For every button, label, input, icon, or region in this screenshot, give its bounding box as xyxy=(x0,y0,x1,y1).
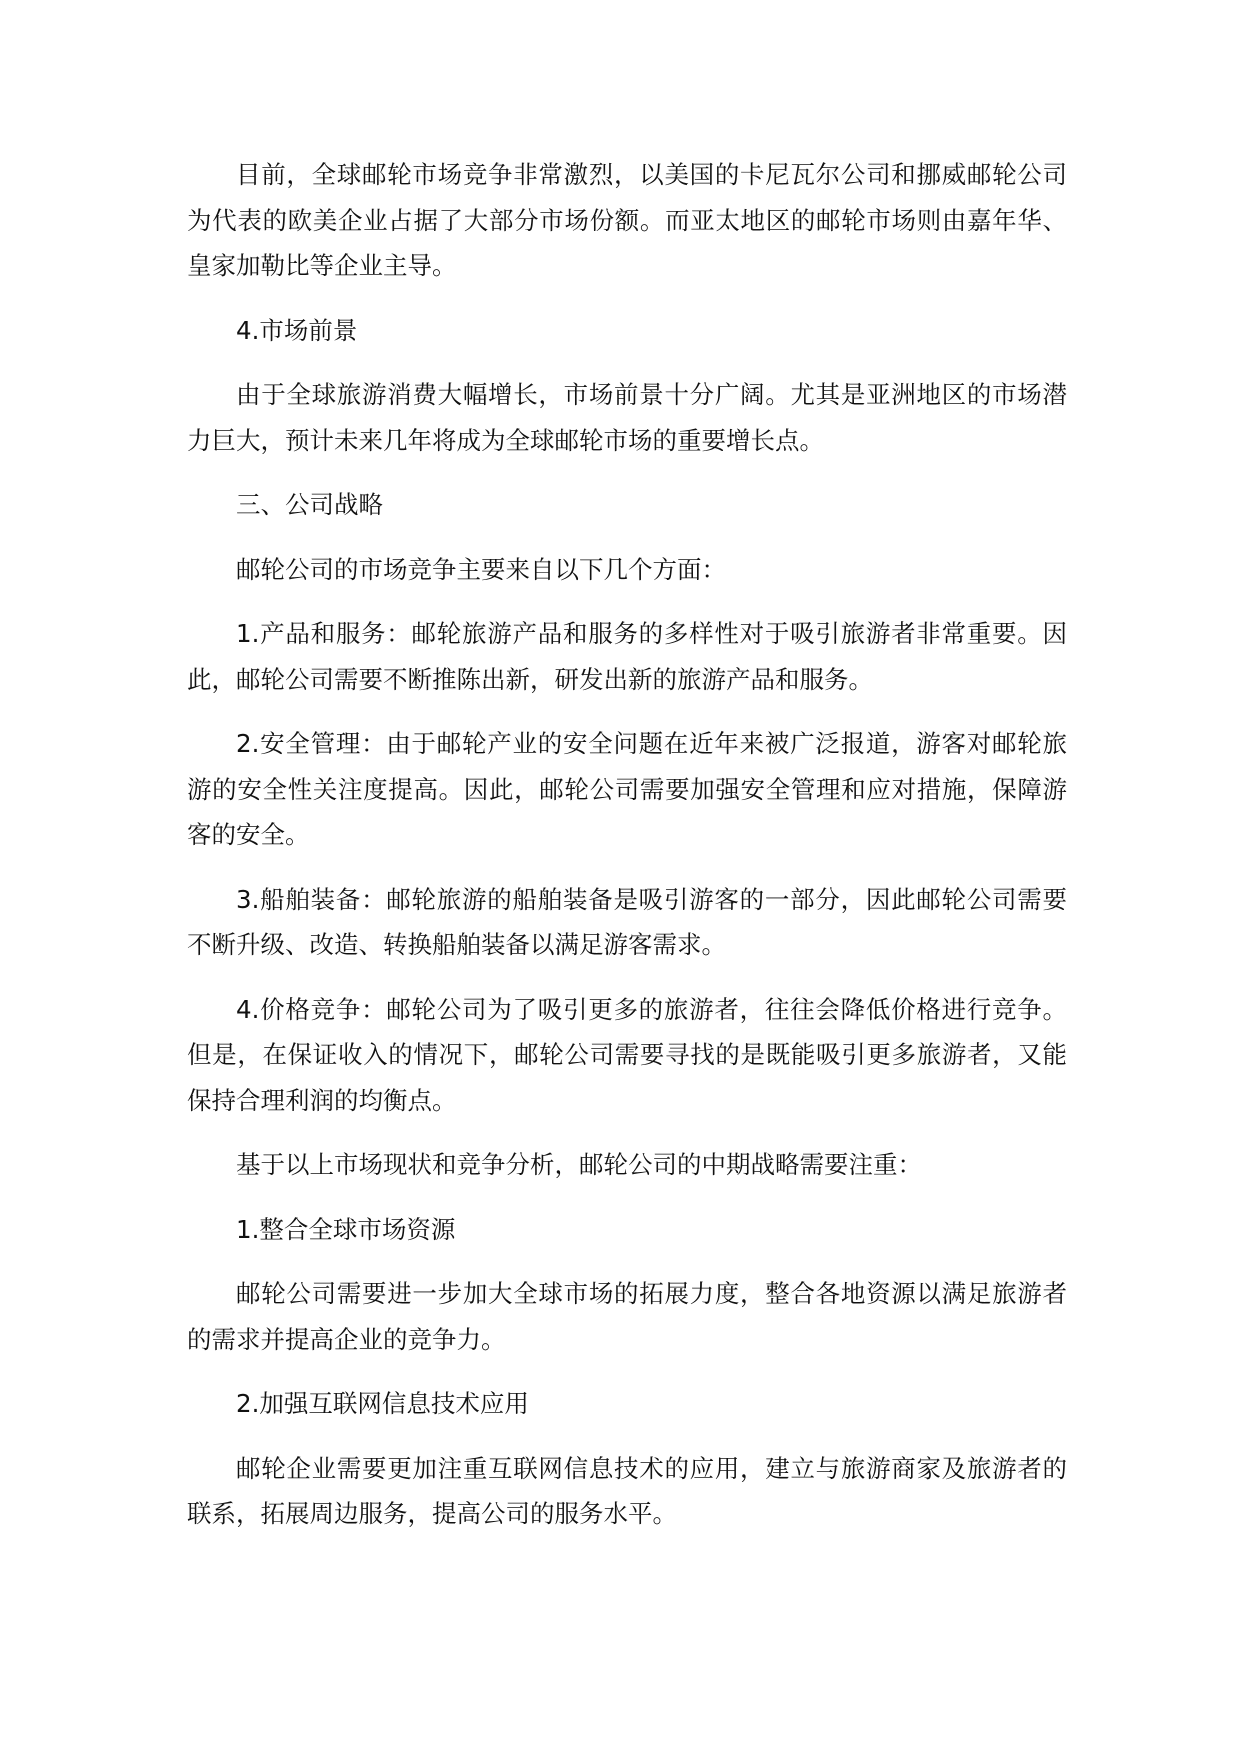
heading-market-outlook: 4.市场前景 xyxy=(236,315,358,345)
paragraph-market-outlook: 由于全球旅游消费大幅增长，市场前景十分广阔。尤其是亚洲地区的市场潜力巨大，预计未来几年将成为全球邮轮市场的重要增长点。 xyxy=(187,380,1067,455)
paragraph-safety-management: 2.安全管理：由于邮轮产业的安全问题在近年来被广泛报道，游客对邮轮旅游的安全性关注度提高。因此，邮轮公司需要加强安全管理和应对措施，保障游客的安全。 xyxy=(187,729,1067,849)
paragraph-internet-technology: 邮轮企业需要更加注重互联网信息技术的应用，建立与旅游商家及旅游者的联系，拓展周边服务，提高公司的服务水平。 xyxy=(187,1453,1067,1528)
paragraph-ship-equipment: 3.船舶装备：邮轮旅游的船舶装备是吸引游客的一部分，因此邮轮公司需要不断升级、改造、转换船舶装备以满足游客需求。 xyxy=(187,884,1067,959)
paragraph-products-services: 1.产品和服务：邮轮旅游产品和服务的多样性对于吸引旅游者非常重要。因此，邮轮公司需要不断推陈出新，研发出新的旅游产品和服务。 xyxy=(187,619,1067,694)
paragraph-market-competition: 目前，全球邮轮市场竞争非常激烈，以美国的卡尼瓦尔公司和挪威邮轮公司为代表的欧美企业占据了大部分市场份额。而亚太地区的邮轮市场则由嘉年华、皇家加勒比等企业主导。 xyxy=(187,160,1067,280)
paragraph-mid-term-strategy: 基于以上市场现状和竞争分析，邮轮公司的中期战略需要注重： xyxy=(236,1150,922,1179)
paragraph-competition-sources: 邮轮公司的市场竞争主要来自以下几个方面： xyxy=(236,554,726,584)
paragraph-price-competition: 4.价格竞争：邮轮公司为了吸引更多的旅游者，往往会降低价格进行竞争。但是，在保证收入的情况下，邮轮公司需要寻找的是既能吸引更多旅游者，又能保持合理利润的均衡点。 xyxy=(187,994,1067,1115)
heading-company-strategy: 三、公司战略 xyxy=(236,490,383,519)
paragraph-integrate-resources: 邮轮公司需要进一步加大全球市场的拓展力度，整合各地资源以满足旅游者的需求并提高企业的竞争力。 xyxy=(187,1279,1067,1354)
heading-integrate-resources: 1.整合全球市场资源 xyxy=(236,1214,456,1244)
heading-internet-technology: 2.加强互联网信息技术应用 xyxy=(236,1389,529,1418)
document-body xyxy=(187,152,1067,1537)
